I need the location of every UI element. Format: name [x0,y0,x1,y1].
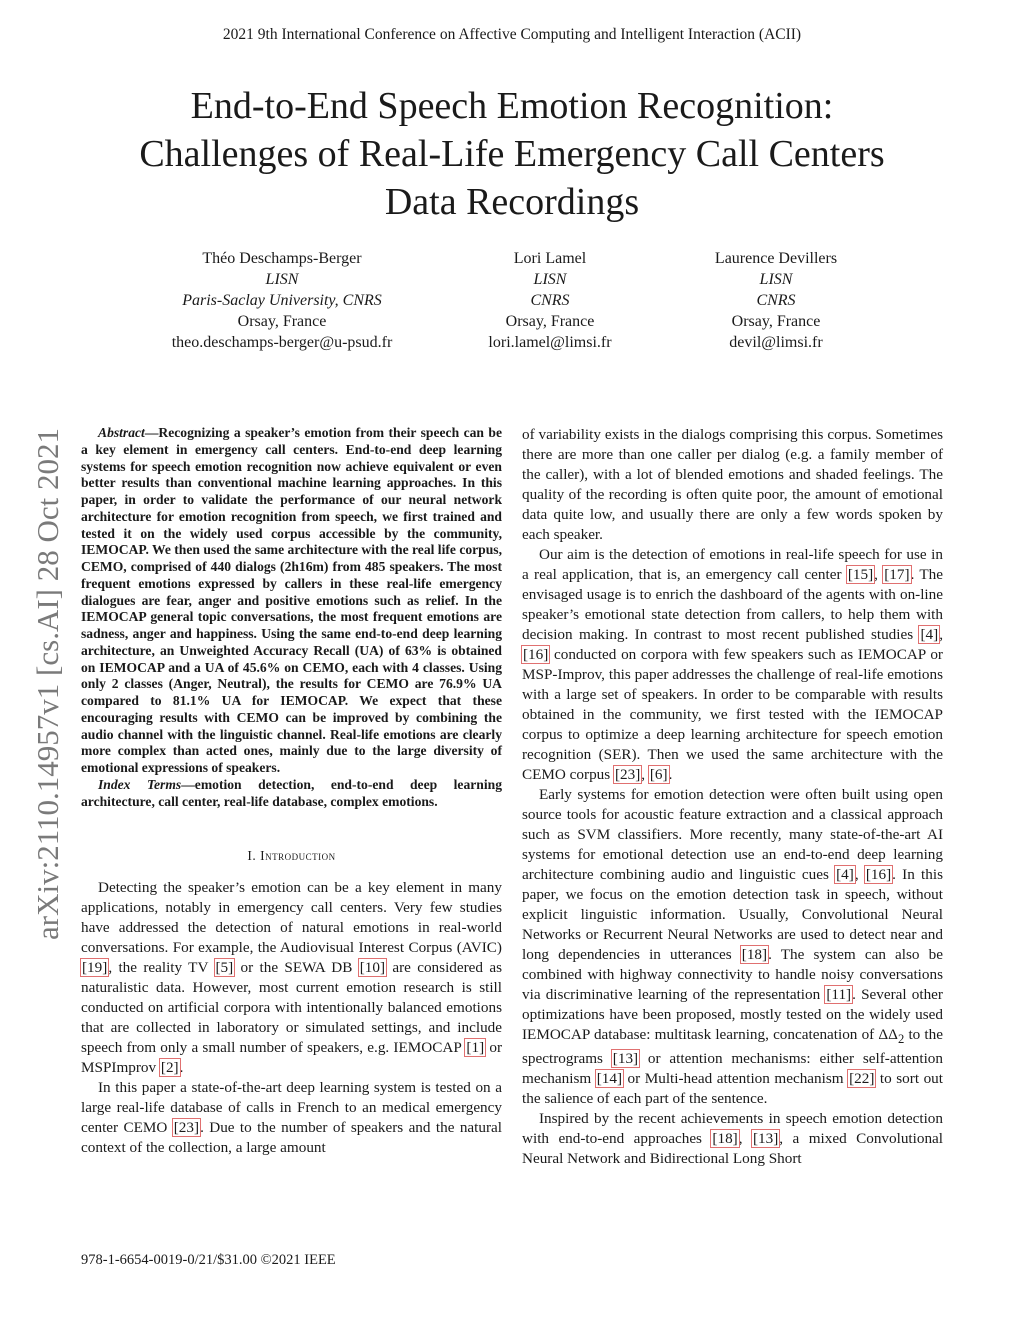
author-name: Laurence Devillers [714,250,838,267]
intro-paragraph-2-continued: of variability exists in the dialogs comprising this corpus. Sometimes there are more than one caller per dialog (e.g. a family member of the caller), with a lot of blended emotions and shaded feelings. The quality of the recording is often quite poor, the amount of emotional data quite low, and usually there are only a few words spoken by each speaker. [522,426,943,543]
citation-link[interactable]: [18] [712,1130,738,1148]
text: or MSPImprov [81,1039,502,1077]
intro-paragraph-3 [522,545,943,785]
index-terms [81,777,502,811]
text: In this paper a state-of-the-art deep learning system is tested on a large real-life database of calls in French to an medical emergency center CEMO [81,1079,502,1137]
citation-link[interactable]: [4] [836,866,854,883]
left-column [81,425,502,1158]
citation-link[interactable]: [11] [826,986,852,1003]
text: , [641,766,649,783]
section-numeral: I. [247,848,261,864]
title-line-1: End-to-End Speech Emotion Recognition: [190,85,834,127]
section-heading-introduction [81,846,502,866]
author-city: Orsay, France [505,313,595,330]
intro-paragraph-5 [522,1109,943,1169]
author-email[interactable]: lori.lamel@limsi.fr [488,334,612,351]
citation-link[interactable]: [23] [614,766,641,783]
text: . Several other optimizations have been proposed, mostly tested on the widely used IEMOCAP database: multitask learning, concatenation of ΔΔ [522,986,943,1043]
citation-link[interactable]: [4] [920,626,939,643]
citation-link[interactable]: [2] [160,1059,179,1077]
intro-paragraph-2 [81,1078,502,1158]
intro-paragraph-1 [81,878,502,1078]
citation-link[interactable]: [5] [215,959,234,977]
citation-link[interactable]: [18] [741,946,768,963]
text: , [854,866,865,883]
text: Detecting the speaker’s emotion can be a key element in many applications, notably in emergency call centers. Very few studies have addressed the detection of natural emotions in real-world conversations. For example, the Audiovisual Interest Corpus (AVIC) [81,879,502,957]
citation-link[interactable]: [22] [849,1070,875,1088]
text: or the SEWA DB [234,959,359,977]
text: . The system can also be combined with highway connectivity to handle noisy conversations via discriminative learning of the representation [522,946,943,1003]
text: to sort out the salience of each part of the sentence. [522,1070,943,1108]
subscript: 2 [897,1032,905,1047]
index-terms-label: Index Terms [98,776,182,792]
title-line-2: Challenges of Real-Life Emergency Call Centers [139,133,885,175]
author-city: Orsay, France [237,313,327,330]
citation-link[interactable]: [19] [82,959,108,977]
copyright-footer: 978-1-6654-0019-0/21/$31.00 ©2021 IEEE [81,1252,336,1268]
citation-link[interactable]: [13] [752,1130,779,1148]
text: , [874,566,884,583]
citation-link[interactable]: [1] [466,1039,485,1057]
citation-link[interactable]: [16] [523,646,549,663]
title-line-3: Data Recordings [384,181,640,223]
text: Our aim is the detection of emotions in real-life speech for use in a real application, that is, an emergency call center [522,546,943,583]
arxiv-identifier: arXiv:2110.14957v1 [cs.AI] 28 Oct 2021 [30,428,65,940]
text: Inspired by the recent achievements in speech emotion detection with end-to-end approaches [522,1110,943,1148]
text: , [939,626,943,643]
citation-link[interactable]: [14] [596,1070,623,1088]
section-title: Introduction [260,848,336,864]
citation-link[interactable]: [6] [649,766,668,783]
text: or Multi-head attention mechanism [623,1070,849,1088]
intro-paragraph-4 [522,785,943,1109]
author-block-1 [150,248,414,353]
text: , a mixed Convolutional Neural Network and Bidirectional Long Short [522,1130,944,1168]
text: conducted on corpora with few speakers such as IEMOCAP or MSP-Improv, this paper addresses the challenge of real-life emotions with a large set of speakers. In order to be comparable with results obtained in the community, we first tested with the IEMOCAP corpus to optimize a deep learning architecture for speech emotion recognition (SER). Then we used the same architecture with the CEMO corpus [522,646,943,783]
author-lab: LISN [533,271,567,288]
author-affiliation: CNRS [756,292,796,309]
author-block-3 [666,248,886,353]
text: . [179,1059,184,1077]
text: are considered as naturalistic data. However, most current emotion research is still conducted on artificial corpora with intentionally balanced emotions that are collected in laboratory or simulated settings, and include speech from only a small number of speakers, e.g. IEMOCAP [81,959,502,1057]
right-column [522,425,943,1169]
conference-header: 2021 9th International Conference on Affective Computing and Intelligent Interaction (ACII) [222,26,802,43]
abstract [81,425,502,777]
paper-title [60,82,964,226]
citation-link[interactable]: [16] [865,866,892,883]
author-affiliation: CNRS [530,292,570,309]
abstract-label: Abstract [98,425,145,440]
author-lab: LISN [759,271,793,288]
citation-link[interactable]: [23] [173,1119,200,1137]
text: , [738,1130,752,1148]
citation-link[interactable]: [17] [884,566,910,583]
author-email[interactable]: theo.deschamps-berger@u-psud.fr [171,334,393,351]
text: Early systems for emotion detection were often built using open source tools for acoustic feature extraction and a classical approach such as SVM classifiers. More recently, many state-of-the-art AI systems for emotional detection use an end-to-end deep learning architecture combining audio and linguistic cues [522,786,943,883]
text: to the spectrograms [522,1026,943,1068]
author-name: Lori Lamel [513,250,587,267]
text: or attention mechanisms: either self-attention mechanism [522,1050,943,1088]
index-terms-text: —emotion detection, end-to-end deep learning architecture, call center, real-life database, complex emotions. [81,776,502,809]
citation-link[interactable]: [10] [359,959,386,977]
citation-link[interactable]: [15] [847,566,874,583]
author-affiliation: Paris-Saclay University, CNRS [182,292,382,309]
text: . Due to the number of speakers and the natural context of the collection, a large amount [81,1119,502,1157]
text: . The envisaged usage is to enrich the dashboard of the agents with on-line speaker’s emotional state detection from callers, to help them with decision making. In contrast to most recent published studies [522,566,943,643]
author-lab: LISN [265,271,299,288]
author-block-2 [440,248,660,353]
citation-link[interactable]: [13] [612,1050,639,1068]
text: . In this paper, we focus on the emotion detection task in speech, without explicit linguistic information. Usually, Convolutional Neural Networks or Recurrent Neural Networks are used to detect near and long dependencies in utterances [522,866,943,963]
author-email[interactable]: devil@limsi.fr [729,334,823,351]
author-city: Orsay, France [731,313,821,330]
text: . [668,766,673,783]
abstract-text: —Recognizing a speaker’s emotion from their speech can be a key element in emergency call centers. End-to-end deep learning systems for speech emotion recognition now achieve equivalent or even better results than conventional machine learning approaches. In this paper, in order to validate the performance of our neural network architecture for emotion recognition from speech, we first trained and tested it on the widely used corpus accessible by the community, IEMOCAP. We then used the same architecture with the real life corpus, CEMO, comprised of 440 dialogs (2h16m) from 485 speakers. The most frequent emotions expressed by callers in these real-life emergency dialogues are fear, anger and positive emotions such as relief. In the IEMOCAP general topic conversations, the most frequent emotions are sadness, anger and happiness. Using the same end-to-end deep learning architecture, an Unweighted Accuracy Recall (UA) of 63% is obtained on IEMOCAP and a UA of 45.6% on CEMO, each with 4 classes. Using only 2 classes (Anger, Neutral), the results for CEMO are 76.9% UA compared to 81.1% UA for IEMOCAP. We expect that these encouraging results with CEMO can be improved by combining the audio channel with the linguistic channel. Real-life emotions are clearly more complex than acted ones, mainly due to the large diversity of emotional expressions of speakers. [81,425,502,775]
author-name: Théo Deschamps-Berger [202,250,362,267]
text: , the reality TV [108,959,215,977]
